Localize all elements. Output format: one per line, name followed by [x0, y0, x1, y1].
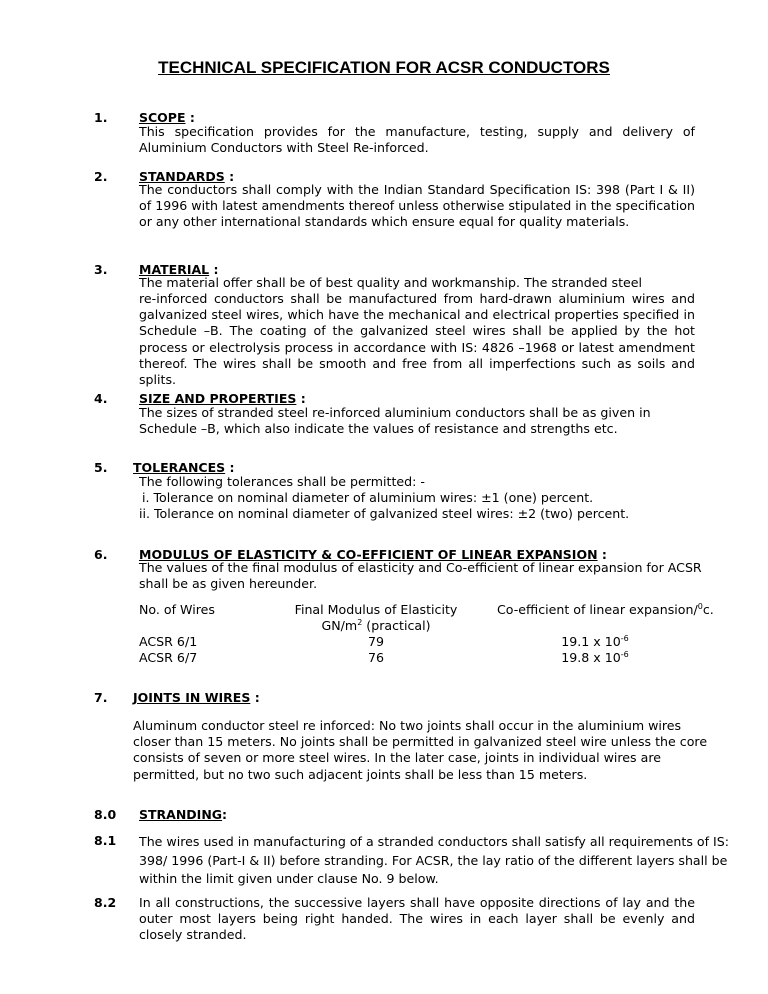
- heading-text: TOLERANCES: [133, 460, 226, 475]
- coef-exp: -6: [620, 650, 629, 659]
- heading-sep: :: [250, 690, 260, 705]
- table-header-modulus: Final Modulus of Elasticity: [294, 602, 458, 617]
- section-body: This specification provides for the manufacture, testing, supply and delivery of Aluminium Conductors with Steel Re-inforced.: [139, 124, 695, 156]
- table-row-name: ACSR 6/7: [139, 650, 198, 665]
- section-number: 8.0: [94, 807, 117, 822]
- coef-header-suffix: c.: [702, 602, 714, 617]
- section-body: re-inforced conductors shall be manufactured from hard-drawn aluminium wires and galvanized steel wires, which have the mechanical and electrical properties specified in Schedule –B. The coating of the galvanized steel wires shall be applied by the hot process or electrolysis process in accordance with IS: 4826 –1968 or latest amendment thereof. The wires shall be smooth and free from all imperfections such as soils and splits.: [139, 291, 695, 388]
- coef-value: 19.8 x 10: [561, 650, 621, 665]
- section-body: The values of the final modulus of elasticity and Co-efficient of linear expansion for ACSR shall be as given hereunder.: [139, 560, 702, 592]
- table-header-modulus-unit: [270, 618, 482, 633]
- section-body-line: The following tolerances shall be permitted: -: [139, 474, 425, 489]
- section-body: The wires used in manufacturing of a stranded conductors shall satisfy all requirements of IS: 398/ 1996 (Part-I & II) before stranding. For ACSR, the lay ratio of the different layers shall be within the limit given under clause No. 9 below.: [139, 834, 729, 886]
- section-number: 5.: [94, 460, 108, 475]
- table-row-modulus: 79: [367, 634, 385, 649]
- heading-text: MATERIAL: [139, 262, 210, 277]
- table-row-name: ACSR 6/1: [139, 634, 198, 649]
- section-body-line: Schedule –B, which also indicate the values of resistance and strengths etc.: [139, 421, 618, 436]
- heading-sep: :: [225, 460, 235, 475]
- section-heading: [133, 460, 235, 475]
- table-header-coefficient: [497, 602, 714, 618]
- heading-sep: :: [296, 391, 306, 406]
- coef-exp: -6: [620, 634, 629, 643]
- heading-sep: :: [222, 807, 228, 822]
- section-body: The conductors shall comply with the Indian Standard Specification IS: 398 (Part I & II) of 1996 with latest amendments thereof unless otherwise stipulated in the specification or any other international standards which ensure equal for quality materials.: [139, 182, 695, 230]
- unit-text: GN/m: [321, 618, 358, 633]
- coef-header-text: Co-efficient of linear expansion/: [497, 602, 698, 617]
- section-body-line: The sizes of stranded steel re-inforced aluminium conductors shall be as given in: [139, 405, 651, 420]
- coef-header-sup: 0: [697, 602, 703, 611]
- heading-text: STANDARDS: [139, 169, 225, 184]
- heading-text: SCOPE: [139, 110, 186, 125]
- section-body: Aluminum conductor steel re inforced: No two joints shall occur in the aluminium wires closer than 15 meters. No joints shall be permitted in galvanized steel wire unless the core consists of seven or more steel wires. In the later case, joints in individual wires are permitted, but no two such adjacent joints shall be less than 15 meters.: [133, 718, 708, 782]
- section-number: 8.1: [94, 833, 117, 848]
- section-number: 2.: [94, 169, 108, 184]
- table-row-coefficient: [497, 634, 693, 649]
- unit-suffix: (practical): [362, 618, 431, 633]
- table-row-modulus: 76: [367, 650, 385, 665]
- section-number: 7.: [94, 690, 108, 705]
- heading-text: SIZE AND PROPERTIES: [139, 391, 297, 406]
- section-number: 3.: [94, 262, 108, 277]
- section-number: 4.: [94, 391, 108, 406]
- section-heading: [133, 690, 260, 705]
- tolerance-item: i. Tolerance on nominal diameter of aluminium wires: ±1 (one) percent.: [142, 490, 594, 505]
- tolerance-item: ii. Tolerance on nominal diameter of galvanized steel wires: ±2 (two) percent.: [139, 506, 630, 521]
- section-heading: [139, 110, 195, 125]
- table-row-coefficient: [497, 650, 693, 665]
- unit-sup: 2: [357, 618, 363, 627]
- section-number: 1.: [94, 110, 108, 125]
- heading-sep: :: [185, 110, 195, 125]
- coef-value: 19.1 x 10: [561, 634, 621, 649]
- section-heading: [139, 391, 306, 406]
- table-header-wires: No. of Wires: [139, 602, 215, 617]
- section-body-line: The material offer shall be of best quality and workmanship. The stranded steel: [139, 275, 642, 290]
- section-number: 6.: [94, 547, 108, 562]
- heading-text: STRANDING: [139, 807, 223, 822]
- heading-sep: :: [209, 262, 219, 277]
- section-number: 8.2: [94, 895, 117, 910]
- heading-sep: :: [224, 169, 235, 184]
- heading-sep: :: [597, 547, 607, 562]
- heading-text: JOINTS IN WIRES: [133, 690, 251, 705]
- section-heading: [139, 807, 227, 822]
- heading-text: MODULUS OF ELASTICITY & CO-EFFICIENT OF LINEAR EXPANSION: [139, 547, 598, 562]
- section-body: In all constructions, the successive layers shall have opposite directions of lay and the outer most layers being right handed. The wires in each layer shall be evenly and closely stranded.: [139, 895, 695, 943]
- page-title: TECHNICAL SPECIFICATION FOR ACSR CONDUCTORS: [158, 58, 610, 77]
